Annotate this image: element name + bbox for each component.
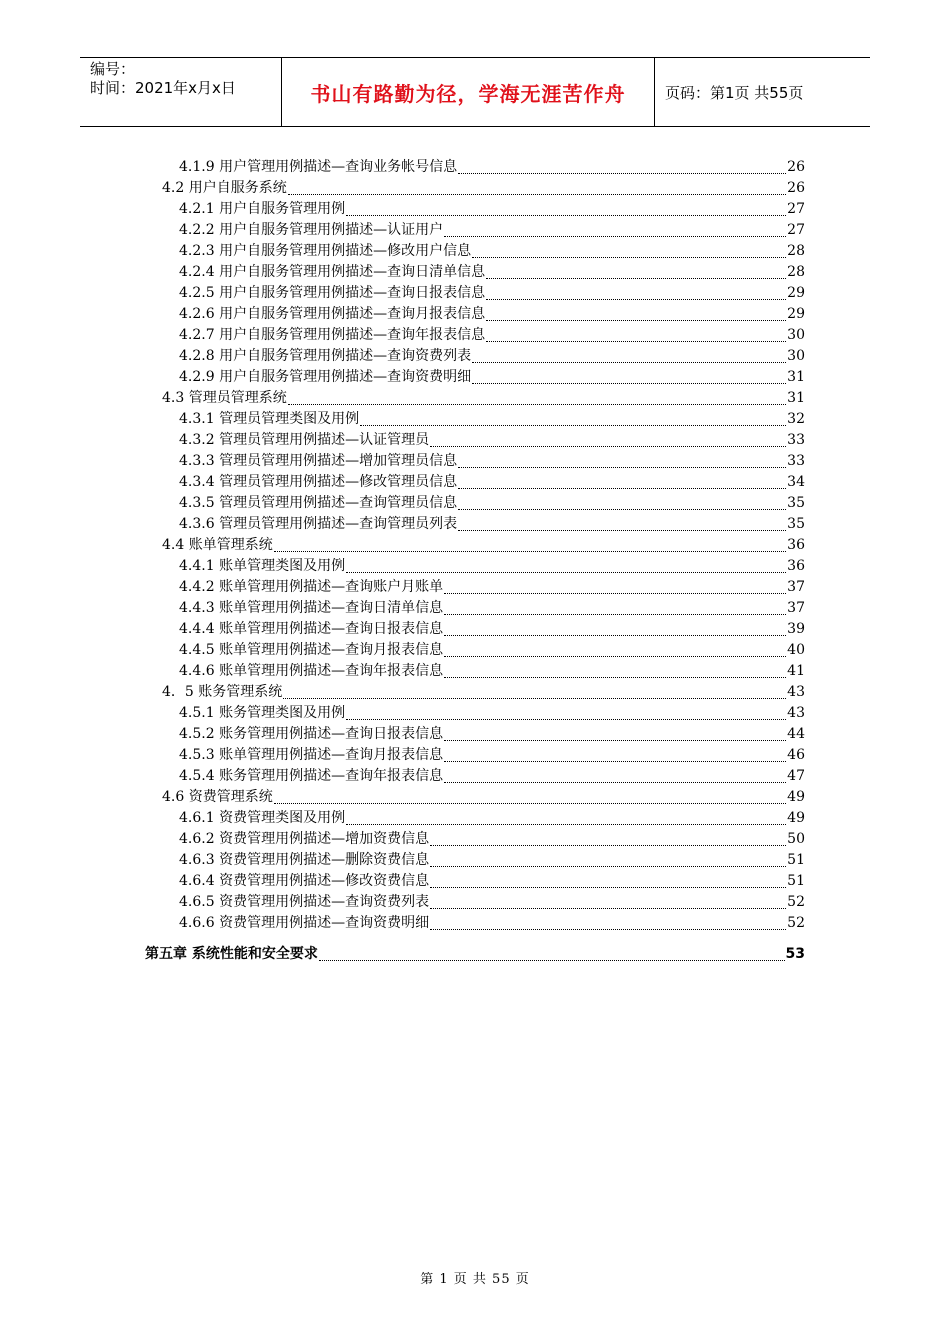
toc-entry[interactable] [179, 451, 805, 472]
header-motto: 书山有路勤为径，学海无涯苦作舟 [282, 58, 655, 126]
toc-entry-title: 4.2.4 用户自服务管理用例描述—查询日清单信息 [179, 264, 486, 280]
toc-leader-dots [444, 739, 786, 741]
toc-entry[interactable] [179, 409, 805, 430]
toc-entry-page: 49 [787, 789, 805, 805]
toc-leader-dots [319, 959, 785, 961]
toc-entry-page: 34 [787, 474, 805, 490]
toc-entry[interactable] [179, 430, 805, 451]
toc-entry[interactable] [179, 556, 805, 577]
toc-entry-title: 4.1.9 用户管理用例描述—查询业务帐号信息 [179, 159, 458, 175]
toc-leader-dots [472, 361, 786, 363]
toc-entry-title: 4.3.1 管理员管理类图及用例 [179, 411, 360, 427]
toc-entry-page: 51 [787, 852, 805, 868]
toc-entry-page: 26 [787, 159, 805, 175]
toc-leader-dots [430, 928, 786, 930]
toc-entry-page: 33 [787, 453, 805, 469]
toc-entry-page: 43 [787, 705, 805, 721]
toc-entry[interactable] [162, 682, 805, 703]
toc-leader-dots [346, 571, 786, 573]
toc-entry-page: 53 [785, 946, 805, 962]
toc-entry-page: 32 [787, 411, 805, 427]
toc-entry-page: 27 [787, 201, 805, 217]
toc-entry[interactable] [179, 346, 805, 367]
toc-entry-page: 41 [787, 663, 805, 679]
toc-entry[interactable] [162, 535, 805, 556]
toc-leader-dots [346, 823, 786, 825]
toc-entry[interactable] [179, 157, 805, 178]
toc-entry-title: 4.4 账单管理系统 [162, 537, 273, 553]
toc-leader-dots [458, 487, 786, 489]
toc-entry-title: 4.2.9 用户自服务管理用例描述—查询资费明细 [179, 369, 472, 385]
toc-entry[interactable] [179, 640, 805, 661]
toc-leader-dots [430, 844, 786, 846]
toc-entry-title: 4.5.3 账单管理用例描述—查询月报表信息 [179, 747, 444, 763]
toc-entry[interactable] [179, 661, 805, 682]
document-time-label: 时间：2021年x月x日 [90, 79, 236, 97]
toc-entry-title: 4.2.8 用户自服务管理用例描述—查询资费列表 [179, 348, 472, 364]
header-meta [80, 58, 282, 126]
toc-entry-title: 4.2.2 用户自服务管理用例描述—认证用户 [179, 222, 444, 238]
toc-entry-title: 4.2.6 用户自服务管理用例描述—查询月报表信息 [179, 306, 486, 322]
toc-entry-title: 4.4.2 账单管理用例描述—查询账户月账单 [179, 579, 444, 595]
toc-entry-title: 第五章 系统性能和安全要求 [145, 946, 318, 962]
toc-entry-page: 51 [787, 873, 805, 889]
toc-entry[interactable] [179, 619, 805, 640]
toc-leader-dots [283, 697, 786, 699]
toc-entry-page: 35 [787, 495, 805, 511]
toc-entry[interactable] [179, 199, 805, 220]
toc-entry-title: 4.3.2 管理员管理用例描述—认证管理员 [179, 432, 430, 448]
toc-entry-title: 4.6.2 资费管理用例描述—增加资费信息 [179, 831, 430, 847]
toc-entry-page: 43 [787, 684, 805, 700]
toc-leader-dots [274, 550, 786, 552]
toc-entry-page: 36 [787, 537, 805, 553]
toc-entry[interactable] [179, 514, 805, 535]
toc-leader-dots [288, 193, 786, 195]
toc-entry-title: 4.4.3 账单管理用例描述—查询日清单信息 [179, 600, 444, 616]
toc-entry[interactable] [179, 262, 805, 283]
toc-entry-title: 4.3.6 管理员管理用例描述—查询管理员列表 [179, 516, 458, 532]
toc-entry-title: 4.4.5 账单管理用例描述—查询月报表信息 [179, 642, 444, 658]
toc-entry-page: 52 [787, 915, 805, 931]
toc-entry-page: 27 [787, 222, 805, 238]
toc-entry[interactable] [179, 598, 805, 619]
toc-entry[interactable] [179, 871, 805, 892]
toc-entry[interactable] [179, 493, 805, 514]
toc-entry[interactable] [162, 787, 805, 808]
toc-entry[interactable] [179, 829, 805, 850]
toc-entry-title: 4.3.4 管理员管理用例描述—修改管理员信息 [179, 474, 458, 490]
toc-entry-page: 26 [787, 180, 805, 196]
toc-entry-title: 4.6 资费管理系统 [162, 789, 273, 805]
toc-entry-title: 4.6.1 资费管理类图及用例 [179, 810, 346, 826]
toc-entry-page: 37 [787, 579, 805, 595]
toc-entry[interactable] [179, 325, 805, 346]
toc-entry-title: 4.2.1 用户自服务管理用例 [179, 201, 346, 217]
toc-entry-title: 4.4.4 账单管理用例描述—查询日报表信息 [179, 621, 444, 637]
toc-entry-page: 35 [787, 516, 805, 532]
toc-entry-title: 4.3.5 管理员管理用例描述—查询管理员信息 [179, 495, 458, 511]
toc-entry[interactable] [179, 703, 805, 724]
toc-entry[interactable] [162, 178, 805, 199]
toc-entry-title: 4.2.5 用户自服务管理用例描述—查询日报表信息 [179, 285, 486, 301]
toc-entry-title: 4.2.7 用户自服务管理用例描述—查询年报表信息 [179, 327, 486, 343]
toc-leader-dots [444, 634, 786, 636]
toc-leader-dots [458, 529, 786, 531]
toc-leader-dots [444, 760, 786, 762]
toc-entry-page: 30 [787, 327, 805, 343]
toc-entry-title: 4．5 账务管理系统 [162, 684, 283, 700]
toc-entry-page: 37 [787, 600, 805, 616]
toc-entry-page: 31 [787, 390, 805, 406]
toc-entry-title: 4.6.6 资费管理用例描述—查询资费明细 [179, 915, 430, 931]
toc-entry-page: 46 [787, 747, 805, 763]
toc-entry-page: 40 [787, 642, 805, 658]
toc-entry[interactable] [179, 766, 805, 787]
toc-leader-dots [360, 424, 786, 426]
toc-entry-title: 4.5.2 账务管理用例描述—查询日报表信息 [179, 726, 444, 742]
toc-entry-title: 4.3.3 管理员管理用例描述—增加管理员信息 [179, 453, 458, 469]
toc-entry-page: 39 [787, 621, 805, 637]
toc-entry[interactable] [179, 241, 805, 262]
toc-leader-dots [458, 172, 786, 174]
toc-leader-dots [346, 214, 786, 216]
toc-leader-dots [486, 298, 786, 300]
toc-entry-page: 28 [787, 243, 805, 259]
toc-leader-dots [288, 403, 786, 405]
toc-leader-dots [458, 466, 786, 468]
toc-entry-title: 4.3 管理员管理系统 [162, 390, 287, 406]
toc-entry-title: 4.4.1 账单管理类图及用例 [179, 558, 346, 574]
toc-entry[interactable] [179, 724, 805, 745]
toc-entry-page: 31 [787, 369, 805, 385]
toc-entry[interactable] [162, 388, 805, 409]
toc-leader-dots [458, 508, 786, 510]
toc-leader-dots [444, 781, 786, 783]
toc-entry-page: 50 [787, 831, 805, 847]
toc-entry[interactable] [179, 913, 805, 934]
toc-leader-dots [444, 655, 786, 657]
document-number-label: 编号： [90, 60, 136, 78]
toc-leader-dots [430, 865, 786, 867]
toc-entry-page: 29 [787, 285, 805, 301]
toc-entry-title: 4.6.5 资费管理用例描述—查询资费列表 [179, 894, 430, 910]
toc-entry-page: 36 [787, 558, 805, 574]
toc-leader-dots [486, 277, 786, 279]
toc-leader-dots [472, 256, 786, 258]
toc-leader-dots [274, 802, 786, 804]
toc-leader-dots [430, 907, 786, 909]
toc-entry-page: 28 [787, 264, 805, 280]
toc-entry-page: 29 [787, 306, 805, 322]
toc-entry[interactable] [179, 472, 805, 493]
toc-entry-page: 30 [787, 348, 805, 364]
toc-entry[interactable] [179, 220, 805, 241]
toc-leader-dots [444, 235, 786, 237]
toc-entry[interactable] [179, 577, 805, 598]
toc-leader-dots [430, 886, 786, 888]
toc-entry[interactable] [179, 745, 805, 766]
toc-entry-page: 47 [787, 768, 805, 784]
toc-entry-title: 4.4.6 账单管理用例描述—查询年报表信息 [179, 663, 444, 679]
toc-entry-title: 4.5.4 账务管理用例描述—查询年报表信息 [179, 768, 444, 784]
toc-entry-page: 33 [787, 432, 805, 448]
toc-leader-dots [444, 676, 786, 678]
header-page-info: 页码：第1页 共55页 [665, 83, 804, 102]
toc-entry[interactable] [179, 304, 805, 325]
toc-entry-page: 44 [787, 726, 805, 742]
toc-entry[interactable] [179, 808, 805, 829]
toc-leader-dots [486, 340, 786, 342]
toc-leader-dots [486, 319, 786, 321]
toc-entry-title: 4.6.4 资费管理用例描述—修改资费信息 [179, 873, 430, 889]
toc-entry[interactable] [179, 283, 805, 304]
toc-entry-title: 4.6.3 资费管理用例描述—删除资费信息 [179, 852, 430, 868]
toc-leader-dots [444, 592, 786, 594]
toc-entry[interactable] [145, 944, 805, 965]
page-header [80, 57, 870, 127]
toc-entry[interactable] [179, 367, 805, 388]
toc-entry-title: 4.2.3 用户自服务管理用例描述—修改用户信息 [179, 243, 472, 259]
toc-leader-dots [346, 718, 786, 720]
toc-entry-page: 52 [787, 894, 805, 910]
toc-leader-dots [444, 613, 786, 615]
page-footer: 第 1 页 共 55 页 [420, 1272, 530, 1287]
toc-entry-page: 49 [787, 810, 805, 826]
toc-entry[interactable] [179, 892, 805, 913]
toc-entry-title: 4.2 用户自服务系统 [162, 180, 287, 196]
toc-entry[interactable] [179, 850, 805, 871]
toc-leader-dots [472, 382, 786, 384]
toc-leader-dots [430, 445, 786, 447]
toc-entry-title: 4.5.1 账务管理类图及用例 [179, 705, 346, 721]
